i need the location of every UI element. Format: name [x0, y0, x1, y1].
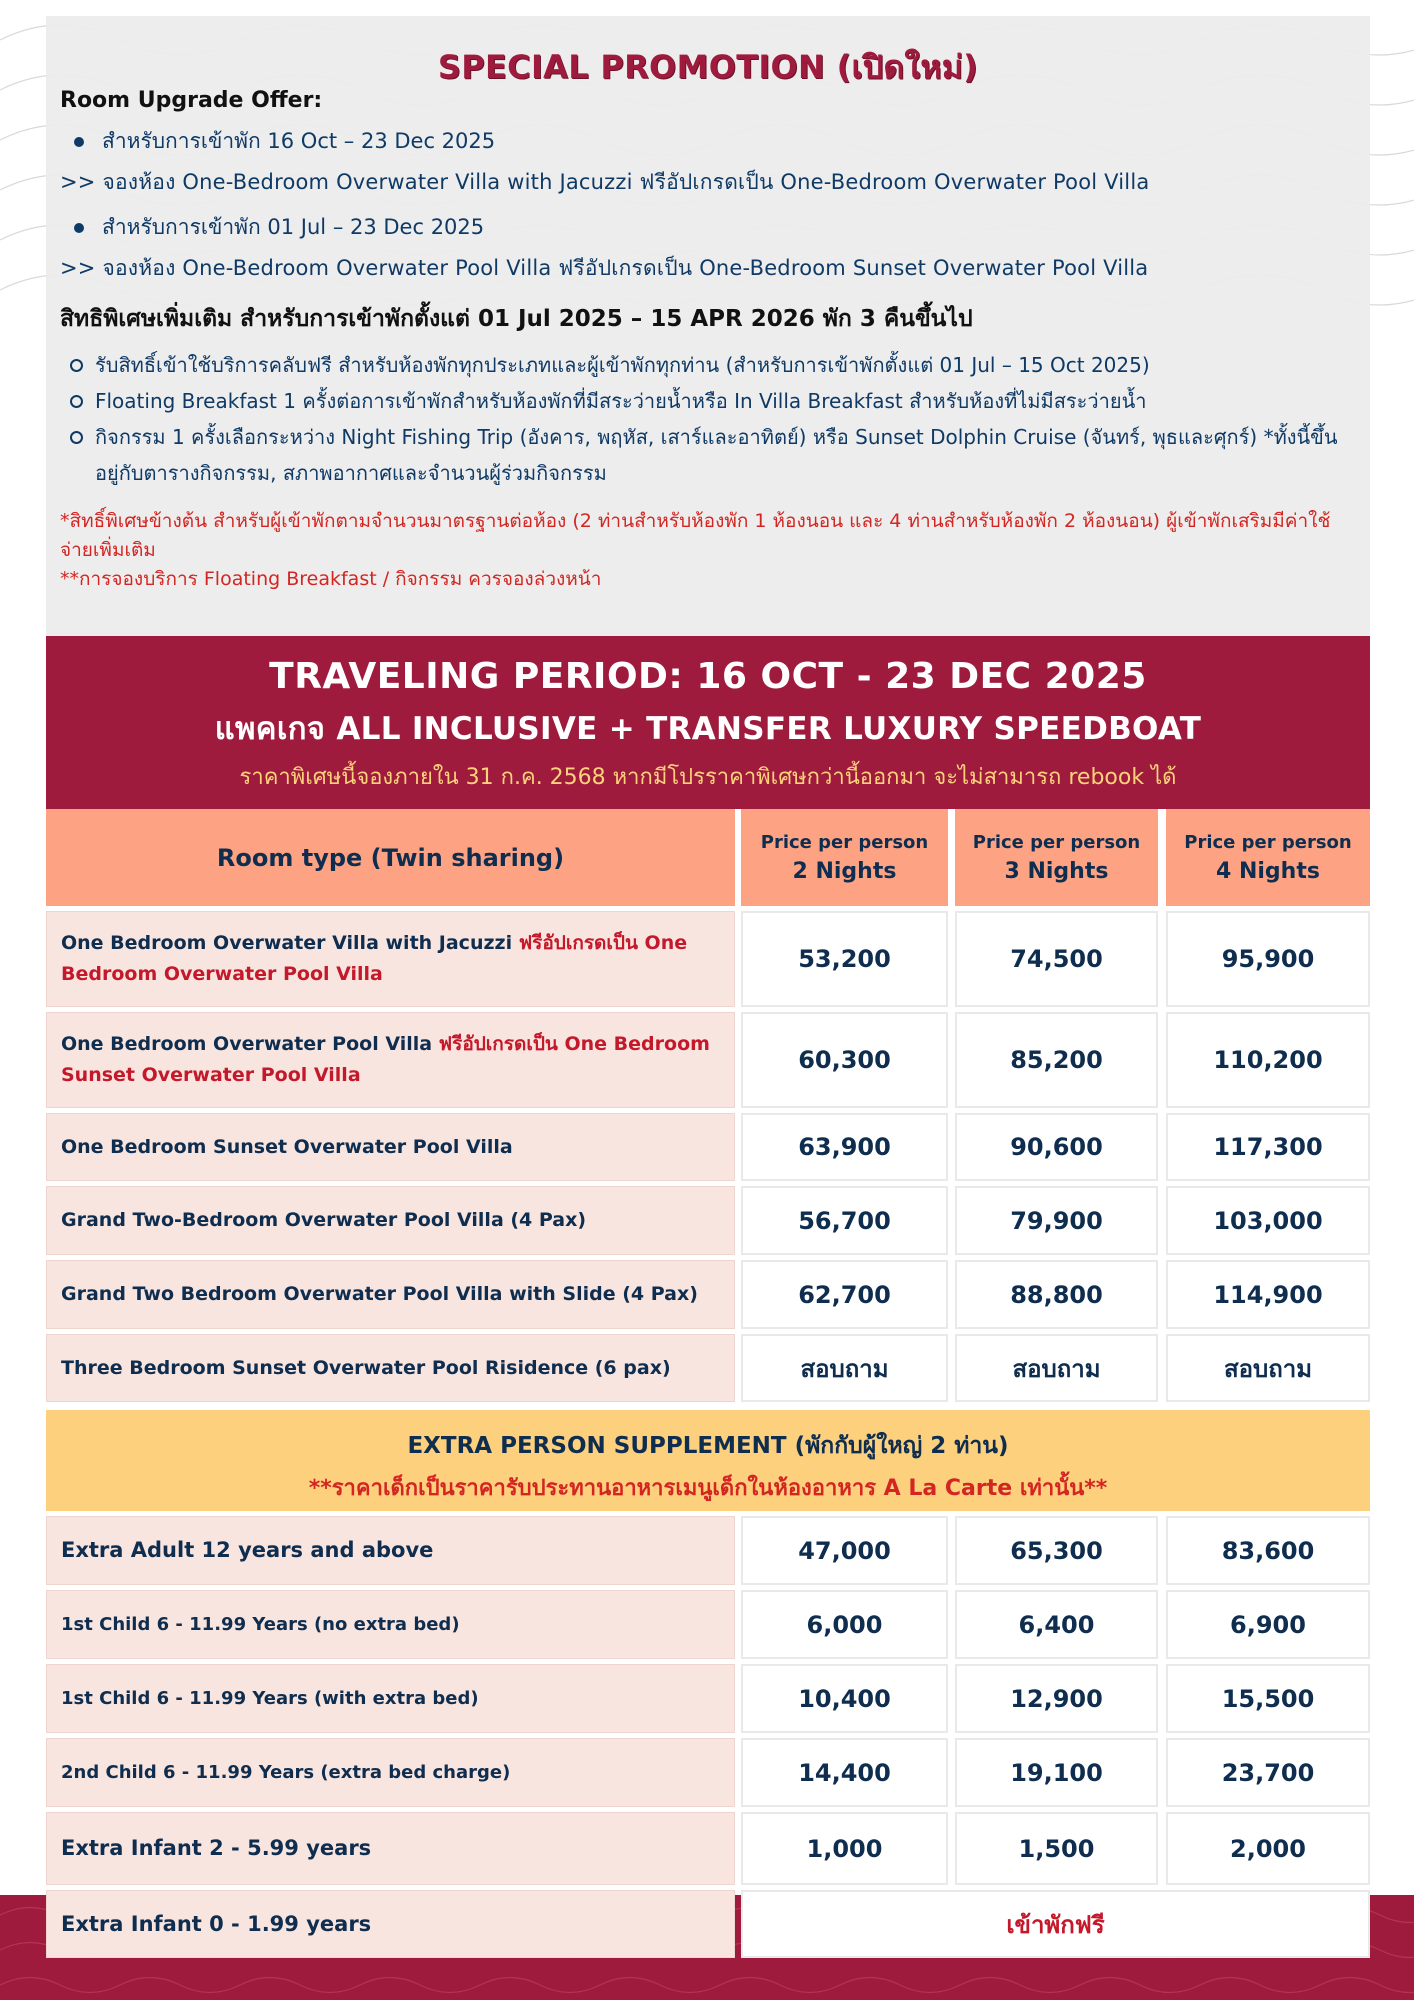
- infant-label: Extra Infant 0 - 1.99 years: [46, 1890, 735, 1958]
- child-menu-note: **ราคาเด็กเป็นราคารับประทานอาหารเมนูเด็กในห้องอาหาร A La Carte เท่านั้น**: [308, 1476, 1108, 1501]
- price-cell: สอบถาม: [1166, 1334, 1370, 1402]
- price-cell: 14,400: [741, 1738, 948, 1807]
- price-cell: 6,400: [955, 1590, 1158, 1659]
- room-type-cell: [46, 1260, 735, 1329]
- price-cell: 114,900: [1166, 1260, 1370, 1329]
- price-cell: 47,000: [741, 1516, 948, 1585]
- price-cell: 88,800: [955, 1260, 1158, 1329]
- price-cell: 23,700: [1166, 1738, 1370, 1807]
- nights-label: 3 Nights: [1004, 858, 1109, 884]
- extra-person-supplement-header: [46, 1410, 1370, 1511]
- table-row-extra: [46, 1738, 1370, 1807]
- price-cell: 63,900: [741, 1113, 948, 1181]
- room-upgrade-note: ฟรีอัปเกรดเป็น One Bedroom Overwater Pool Villa: [61, 932, 688, 985]
- table-row-extra: [46, 1590, 1370, 1659]
- price-cell: 19,100: [955, 1738, 1158, 1807]
- nights-label: 2 Nights: [792, 858, 897, 884]
- room-name: One Bedroom Overwater Villa with Jacuzzi: [61, 932, 519, 954]
- price-cell: 74,500: [955, 911, 1158, 1007]
- table-row-infant-free: [46, 1890, 1370, 1958]
- offer-period-text: สำหรับการเข้าพัก 16 Oct – 23 Dec 2025: [102, 129, 496, 153]
- price-per-person-label: Price per person: [972, 831, 1141, 853]
- nights-label: 4 Nights: [1216, 858, 1320, 884]
- extra-person-label: 2nd Child 6 - 11.99 Years (extra bed charge): [46, 1738, 735, 1807]
- price-cell: 85,200: [955, 1012, 1158, 1108]
- price-cell: 60,300: [741, 1012, 948, 1108]
- price-cell: สอบถาม: [741, 1334, 948, 1402]
- price-cell: 12,900: [955, 1664, 1158, 1733]
- room-type-cell: [46, 1186, 735, 1255]
- room-type-cell: [46, 1334, 735, 1402]
- room-type-text: [61, 1205, 586, 1236]
- content-panel: [46, 16, 1370, 636]
- privilege-text: รับสิทธิ์เข้าใช้บริการคลับฟรี สำหรับห้องพักทุกประเภทและผู้เข้าพักทุกท่าน (สำหรับการเข้าพักตั้งแต่ 01 Jul – 15 Oct 2025): [95, 353, 1150, 377]
- price-per-person-label: Price per person: [760, 831, 929, 853]
- room-name: Grand Two-Bedroom Overwater Pool Villa (4 Pax): [61, 1209, 587, 1231]
- table-row-extra: [46, 1664, 1370, 1733]
- room-type-text: [61, 1353, 671, 1384]
- price-cell: 6,900: [1166, 1590, 1370, 1659]
- table-row: [46, 1260, 1370, 1329]
- extra-person-label: Extra Adult 12 years and above: [46, 1516, 735, 1585]
- extra-supplement-title: EXTRA PERSON SUPPLEMENT (พักกับผู้ใหญ่ 2 ท่าน): [407, 1433, 1009, 1459]
- room-type-cell: [46, 911, 735, 1007]
- package-title: แพคเกจ ALL INCLUSIVE + TRANSFER LUXURY SPEEDBOAT: [214, 711, 1202, 747]
- room-type-header: Room type (Twin sharing): [46, 809, 735, 906]
- room-type-text: [61, 1279, 698, 1310]
- offer-period-1: [60, 125, 1356, 158]
- room-type-text: [61, 1132, 513, 1163]
- price-cell: 1,500: [955, 1812, 1158, 1885]
- privilege-item: [70, 347, 1356, 383]
- extra-person-label: Extra Infant 2 - 5.99 years: [46, 1812, 735, 1885]
- extra-person-label: 1st Child 6 - 11.99 Years (with extra bed): [46, 1664, 735, 1733]
- table-row: [46, 1334, 1370, 1402]
- table-row-extra: [46, 1516, 1370, 1585]
- promotion-title: SPECIAL PROMOTION (เปิดใหม่): [437, 48, 979, 86]
- room-type-text: [61, 928, 734, 990]
- offer-detail-1: >> จองห้อง One-Bedroom Overwater Villa with Jacuzzi ฟรีอัปเกรดเป็น One-Bedroom Overwater Pool Villa: [60, 170, 1150, 194]
- privilege-heading: สิทธิพิเศษเพิ่มเติม สำหรับการเข้าพักตั้งแต่ 01 Jul 2025 – 15 APR 2026 พัก 3 คืนขึ้นไป: [60, 306, 973, 332]
- extra-person-label: 1st Child 6 - 11.99 Years (no extra bed): [46, 1590, 735, 1659]
- room-type-text: [61, 1029, 734, 1091]
- table-header-row: [46, 809, 1370, 906]
- note-standard-occupancy: *สิทธิ์พิเศษข้างต้น สำหรับผู้เข้าพักตามจำนวนมาตรฐานต่อห้อง (2 ท่านสำหรับห้องพัก 1 ห้องนอน และ 4 ท่านสำหรับห้องพัก 2 ห้องนอน) ผู้เข้าพักเสริมมีค่าใช้จ่ายเพิ่มเติม: [60, 510, 1331, 561]
- bullet-icon: [74, 223, 84, 233]
- price-header-2-nights: [741, 809, 948, 906]
- bullet-icon: [74, 137, 84, 147]
- price-cell: 62,700: [741, 1260, 948, 1329]
- room-name: Three Bedroom Sunset Overwater Pool Risidence (6 pax): [61, 1356, 671, 1379]
- offer-period-text: สำหรับการเข้าพัก 01 Jul – 23 Dec 2025: [102, 215, 485, 239]
- table-row: [46, 1186, 1370, 1255]
- room-upgrade-note: ฟรีอัปเกรดเป็น One Bedroom Sunset Overwater Pool Villa: [61, 1033, 710, 1086]
- stay-free-label: เข้าพักฟรี: [1006, 1910, 1105, 1939]
- privilege-list: [60, 347, 1356, 491]
- price-cell: 53,200: [741, 911, 948, 1007]
- circle-bullet-icon: [70, 431, 83, 444]
- privilege-item: [70, 383, 1356, 419]
- price-cell: 65,300: [955, 1516, 1158, 1585]
- price-header-3-nights: [955, 809, 1158, 906]
- table-row-extra: [46, 1812, 1370, 1885]
- price-header-4-nights: [1166, 809, 1370, 906]
- price-cell: 117,300: [1166, 1113, 1370, 1181]
- traveling-period-banner: [46, 636, 1370, 809]
- note-advance-booking: **การจองบริการ Floating Breakfast / กิจกรรม ควรจองล่วงหน้า: [60, 568, 602, 590]
- room-type-cell: [46, 1113, 735, 1181]
- privilege-text: กิจกรรม 1 ครั้งเลือกระหว่าง Night Fishing Trip (อังคาร, พฤหัส, เสาร์และอาทิตย์) หรือ Sunset Dolphin Cruise (จันทร์, พุธและศุกร์) *ทั้งนี้ขึ้นอยู่กับตารางกิจกรรม, สภาพอากาศและจำนวนผู้ร่วมกิจกรรม: [95, 425, 1338, 485]
- traveling-period-title: TRAVELING PERIOD: 16 OCT - 23 DEC 2025: [269, 656, 1147, 697]
- price-cell: 90,600: [955, 1113, 1158, 1181]
- room-name: One Bedroom Sunset Overwater Pool Villa: [61, 1135, 513, 1158]
- upgrade-offer-heading: Room Upgrade Offer:: [60, 88, 323, 113]
- price-cell: 79,900: [955, 1186, 1158, 1255]
- offer-period-2: [60, 211, 1356, 244]
- privilege-item: [70, 419, 1356, 491]
- offer-detail-2: >> จองห้อง One-Bedroom Overwater Pool Villa ฟรีอัปเกรดเป็น One-Bedroom Sunset Overwater Pool Villa: [60, 256, 1149, 280]
- room-name: One Bedroom Overwater Pool Villa: [61, 1033, 439, 1055]
- price-cell: 95,900: [1166, 911, 1370, 1007]
- infant-free-cell: [741, 1890, 1370, 1958]
- table-row: [46, 911, 1370, 1007]
- price-cell: สอบถาม: [955, 1334, 1158, 1402]
- table-row: [46, 1012, 1370, 1108]
- promotion-section: [46, 16, 1370, 636]
- booking-deadline-note: ราคาพิเศษนี้จองภายใน 31 ก.ค. 2568 หากมีโปรราคาพิเศษกว่านี้ออกมา จะไม่สามารถ rebook ได้: [239, 765, 1177, 790]
- price-cell: 10,400: [741, 1664, 948, 1733]
- terms-notes: [60, 507, 1356, 594]
- room-type-cell: [46, 1012, 735, 1108]
- price-cell: 6,000: [741, 1590, 948, 1659]
- price-cell: 1,000: [741, 1812, 948, 1885]
- privilege-text: Floating Breakfast 1 ครั้งต่อการเข้าพักสำหรับห้องพักที่มีสระว่ายน้ำหรือ In Villa Breakfast สำหรับห้องที่ไม่มีสระว่ายน้ำ: [95, 389, 1147, 413]
- price-cell: 83,600: [1166, 1516, 1370, 1585]
- price-per-person-label: Price per person: [1184, 831, 1352, 853]
- price-cell: 15,500: [1166, 1664, 1370, 1733]
- room-name: Grand Two Bedroom Overwater Pool Villa with Slide (4 Pax): [61, 1283, 698, 1305]
- table-row: [46, 1113, 1370, 1181]
- price-cell: 110,200: [1166, 1012, 1370, 1108]
- circle-bullet-icon: [70, 395, 83, 408]
- price-cell: 56,700: [741, 1186, 948, 1255]
- circle-bullet-icon: [70, 359, 83, 372]
- price-cell: 2,000: [1166, 1812, 1370, 1885]
- price-table: [46, 809, 1370, 1959]
- price-cell: 103,000: [1166, 1186, 1370, 1255]
